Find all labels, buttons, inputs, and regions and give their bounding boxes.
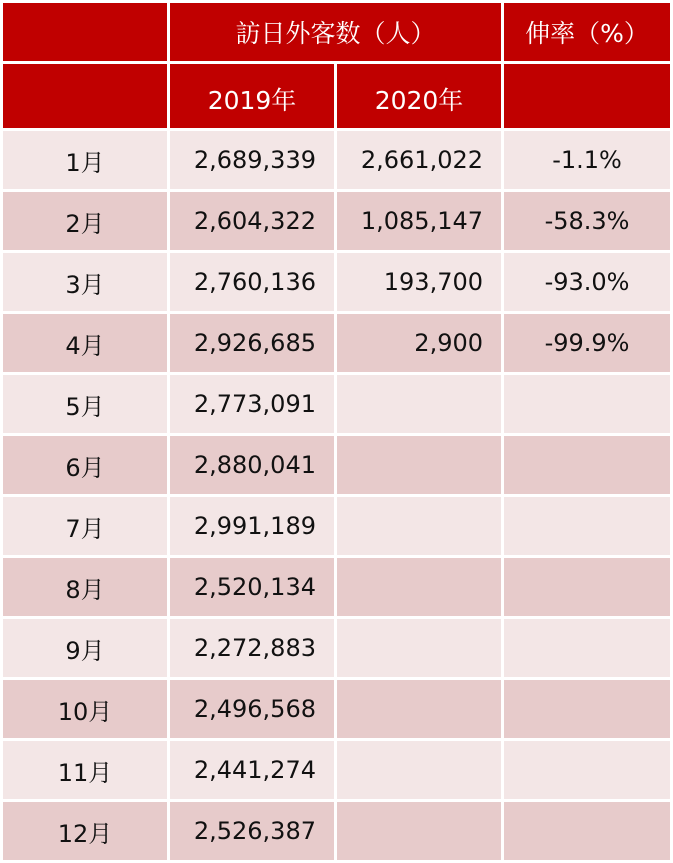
visitors-2020-cell: [337, 741, 501, 799]
visitors-2019-cell: 2,441,274: [170, 741, 334, 799]
visitors-2019-cell: 2,689,339: [170, 131, 334, 189]
growth-rate-cell: [504, 741, 670, 799]
table-row: [3, 802, 670, 860]
visitors-2019-cell: 2,526,387: [170, 802, 334, 860]
visitors-2019-cell: 2,773,091: [170, 375, 334, 433]
table-row: [3, 741, 670, 799]
visitors-2019-cell: 2,991,189: [170, 497, 334, 555]
month-cell: 3月: [3, 253, 167, 311]
month-cell: 1月: [3, 131, 167, 189]
month-cell: 8月: [3, 558, 167, 616]
visitors-2019-cell: 2,272,883: [170, 619, 334, 677]
growth-rate-cell: [504, 619, 670, 677]
growth-rate-cell: [504, 558, 670, 616]
table-row: [3, 314, 670, 372]
growth-rate-cell: [504, 680, 670, 738]
month-cell: 2月: [3, 192, 167, 250]
month-cell: 11月: [3, 741, 167, 799]
header-blank-cell-3: [504, 64, 670, 128]
visitors-2019-cell: 2,926,685: [170, 314, 334, 372]
table-row: [3, 436, 670, 494]
visitors-2019-cell: 2,604,322: [170, 192, 334, 250]
header-blank-cell: [3, 3, 167, 61]
table-row: [3, 497, 670, 555]
header-row-1: [3, 3, 670, 61]
month-cell: 12月: [3, 802, 167, 860]
header-year-2019: 2019年: [170, 64, 334, 128]
growth-rate-cell: [504, 375, 670, 433]
growth-rate-cell: -58.3%: [504, 192, 670, 250]
month-cell: 10月: [3, 680, 167, 738]
visitors-2019-cell: 2,520,134: [170, 558, 334, 616]
visitors-2020-cell: 193,700: [337, 253, 501, 311]
month-cell: 4月: [3, 314, 167, 372]
header-rate-label: 伸率（%）: [504, 3, 670, 61]
visitors-2020-cell: 1,085,147: [337, 192, 501, 250]
table-row: [3, 619, 670, 677]
visitors-2020-cell: [337, 802, 501, 860]
month-cell: 9月: [3, 619, 167, 677]
visitors-2020-cell: [337, 558, 501, 616]
visitors-2020-cell: [337, 436, 501, 494]
month-cell: 6月: [3, 436, 167, 494]
visitors-2019-cell: 2,880,041: [170, 436, 334, 494]
month-cell: 5月: [3, 375, 167, 433]
header-row-2: [3, 64, 670, 128]
growth-rate-cell: [504, 436, 670, 494]
growth-rate-cell: [504, 497, 670, 555]
growth-rate-cell: [504, 802, 670, 860]
header-year-2020: 2020年: [337, 64, 501, 128]
visitors-2020-cell: [337, 497, 501, 555]
growth-rate-cell: -1.1%: [504, 131, 670, 189]
visitors-2020-cell: 2,661,022: [337, 131, 501, 189]
table-row: [3, 131, 670, 189]
header-blank-cell-2: [3, 64, 167, 128]
month-cell: 7月: [3, 497, 167, 555]
header-visitors-label: 訪日外客数（人）: [170, 3, 501, 61]
growth-rate-cell: -93.0%: [504, 253, 670, 311]
visitors-2020-cell: [337, 375, 501, 433]
table-row: [3, 558, 670, 616]
table-row: [3, 375, 670, 433]
visitors-2020-cell: [337, 619, 501, 677]
visitors-2020-cell: [337, 680, 501, 738]
table-row: [3, 253, 670, 311]
growth-rate-cell: -99.9%: [504, 314, 670, 372]
visitors-2020-cell: 2,900: [337, 314, 501, 372]
visitors-2019-cell: 2,760,136: [170, 253, 334, 311]
table-row: [3, 680, 670, 738]
table-row: [3, 192, 670, 250]
visitors-2019-cell: 2,496,568: [170, 680, 334, 738]
